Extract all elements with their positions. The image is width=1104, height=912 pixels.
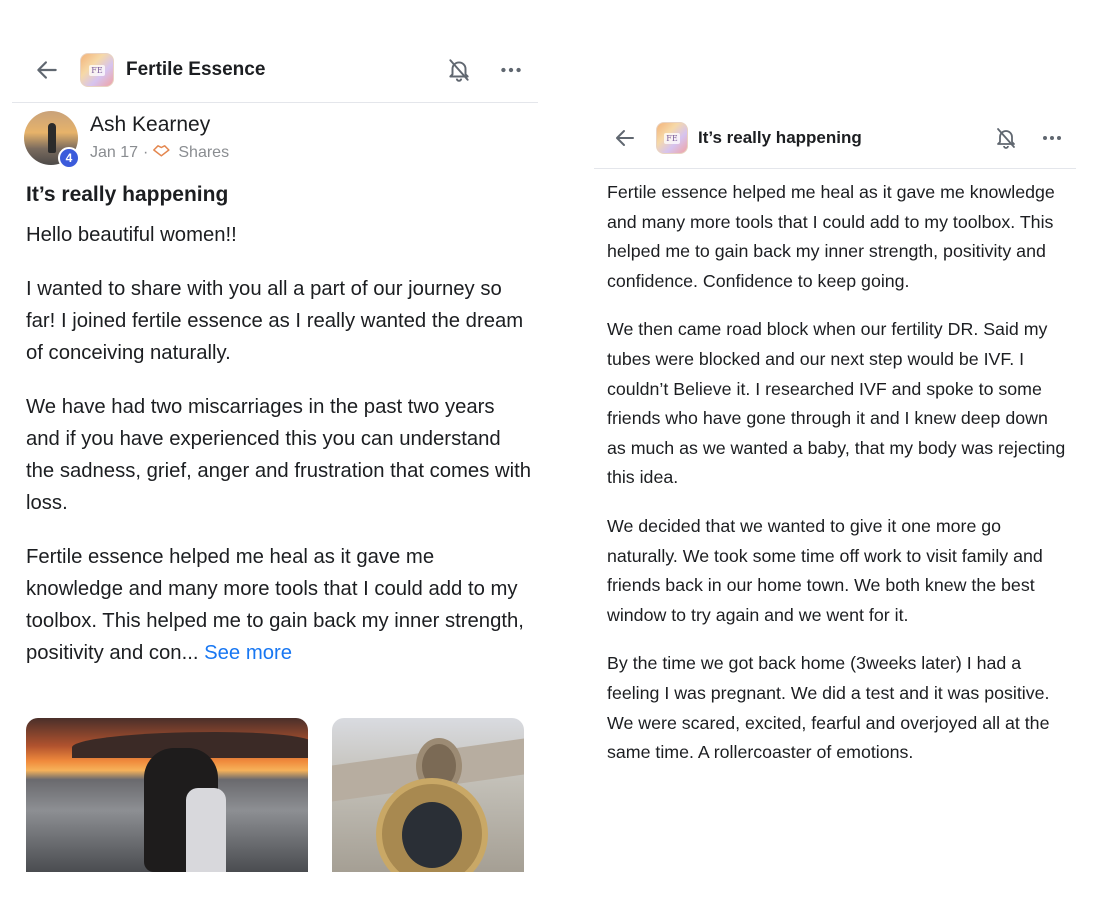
arrow-left-icon[interactable] xyxy=(30,53,64,87)
more-horizontal-icon[interactable] xyxy=(498,57,524,83)
more-horizontal-icon[interactable] xyxy=(1040,126,1064,150)
post-body-continued xyxy=(607,178,1067,768)
contributor-badge: 4 xyxy=(58,147,80,169)
post-photos xyxy=(26,718,524,872)
group-title[interactable]: Fertile Essence xyxy=(126,59,266,80)
post-header-title: It’s really happening xyxy=(698,128,862,147)
paragraph: We have had two miscarriages in the past two years and if you have experienced this you can understand the sadness, grief, anger and frustration that comes with loss. xyxy=(26,396,532,514)
arrow-left-icon[interactable] xyxy=(608,121,642,155)
paragraph-truncated: Fertile essence helped me heal as it gave me knowledge and many more tools that I could add to my toolbox. This helped me to gain back my inner strength, positivity and con... See more xyxy=(26,546,524,664)
paragraph: Fertile essence helped me heal as it gave me knowledge and many more tools that I could add to my toolbox. This helped me to gain back my inner strength, positivity and confidence. Confidence to keep going. xyxy=(607,182,1055,291)
paragraph: We decided that we wanted to give it one more go naturally. We took some time off work to visit family and friends back in our home town. We both knew the best window to try again and we went for it. xyxy=(607,515,1043,625)
bell-off-icon[interactable] xyxy=(994,126,1018,150)
shares-label: Shares xyxy=(178,143,230,161)
post-meta xyxy=(90,143,229,162)
post-date: Jan 17 xyxy=(90,143,139,161)
photo-sunset-beach[interactable] xyxy=(26,718,308,872)
post-header xyxy=(594,108,1076,169)
post-author xyxy=(12,103,538,169)
group-header xyxy=(12,38,538,103)
post-body xyxy=(26,219,532,669)
see-more-link[interactable]: See more xyxy=(204,642,293,664)
group-avatar[interactable]: FE xyxy=(656,122,688,154)
post-title: It’s really happening xyxy=(26,183,229,206)
author-name[interactable]: Ash Kearney xyxy=(90,113,211,136)
paragraph: We then came road block when our fertility DR. Said my tubes were blocked and our next step would be IVF. I couldn’t Believe it. I researched IVF and spoke to some friends who have gone through it and I knew deep down as much as we wanted a baby, that my body was rejecting this idea. xyxy=(607,319,1066,488)
paragraph: I wanted to share with you all a part of our journey so far! I joined fertile essence as I really wanted the dream of conceiving naturally. xyxy=(26,278,524,364)
photo-ultrasound-frame[interactable] xyxy=(332,718,524,872)
post-pane-left xyxy=(12,38,538,898)
meta-separator: · xyxy=(143,143,149,161)
handshake-icon xyxy=(153,143,173,162)
bell-off-icon[interactable] xyxy=(446,57,472,83)
post-pane-right xyxy=(594,108,1076,888)
paragraph: By the time we got back home (3weeks later) I had a feeling I was pregnant. We did a test and it was positive. We were scared, excited, fearful and overjoyed all at the same time. A rollercoaster of emotions. xyxy=(607,653,1050,763)
paragraph: Hello beautiful women!! xyxy=(26,224,237,246)
group-avatar[interactable]: FE xyxy=(80,53,114,87)
